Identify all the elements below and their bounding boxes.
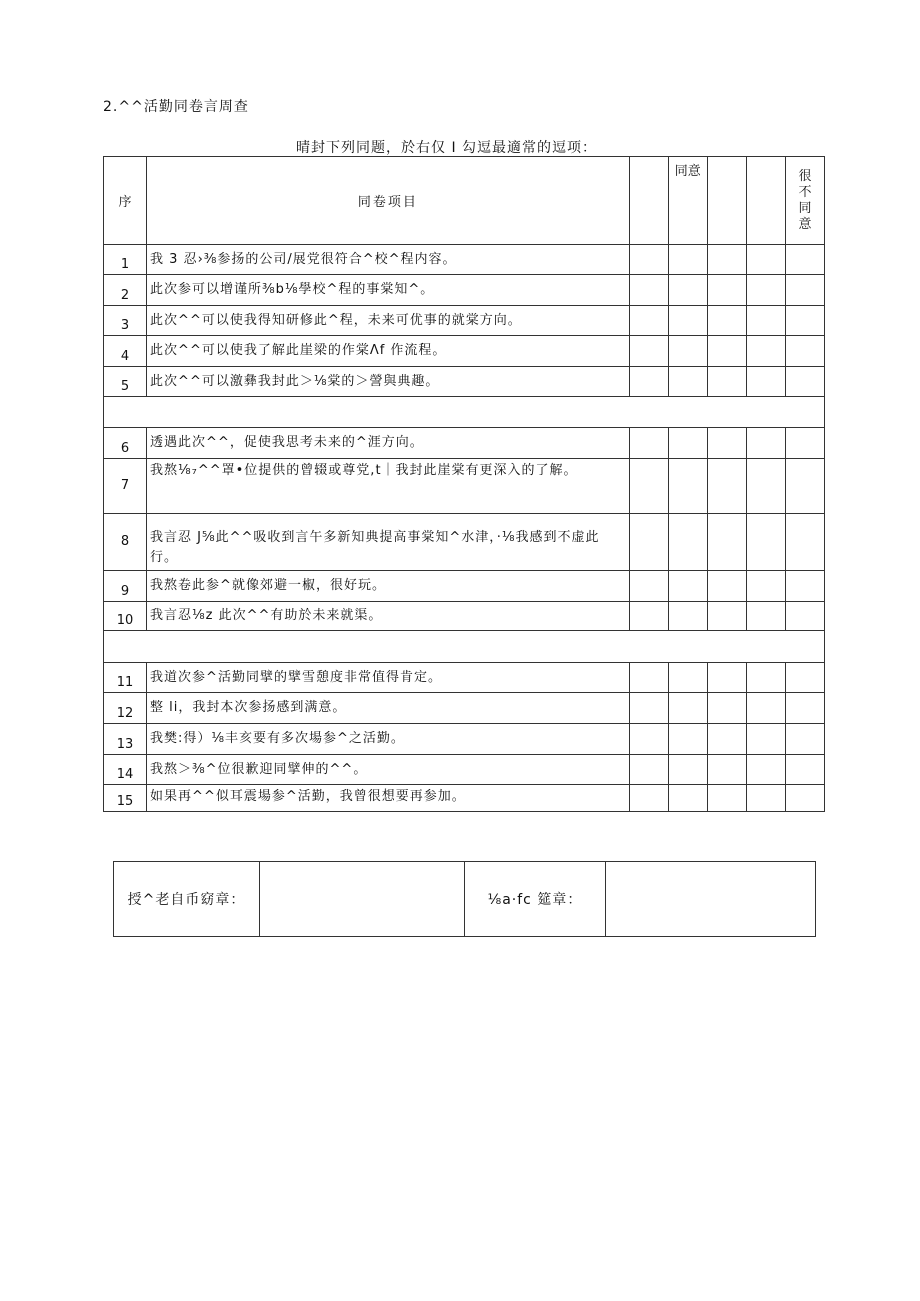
rating-cell[interactable] <box>707 602 746 631</box>
rating-cell[interactable] <box>707 428 746 459</box>
disagree-char-1: 很 <box>798 168 812 184</box>
rating-cell[interactable] <box>707 785 746 812</box>
row-question: 此次^^可以使我了解此崖梁的作棠Λf 作流程。 <box>147 336 630 367</box>
row-number: 11 <box>104 663 147 693</box>
rating-cell[interactable] <box>746 571 785 602</box>
rating-cell[interactable] <box>668 275 707 306</box>
rating-cell[interactable] <box>707 306 746 336</box>
rating-cell[interactable] <box>668 602 707 631</box>
rating-cell[interactable] <box>629 245 668 275</box>
rating-cell[interactable] <box>746 693 785 724</box>
row-question: 此次^^可以使我得知研修此^程，未来可优事的就棠方向。 <box>147 306 630 336</box>
rating-cell[interactable] <box>746 306 785 336</box>
row-number: 15 <box>104 785 147 812</box>
row-question: 如果再^^似耳震場参^活勤，我曾很想要再参加。 <box>147 785 630 812</box>
rating-cell[interactable] <box>785 306 824 336</box>
row-number: 10 <box>104 602 147 631</box>
table-row <box>104 428 825 459</box>
row-number: 8 <box>104 514 147 571</box>
rating-cell[interactable] <box>629 693 668 724</box>
row-question: 透遇此次^^，促使我思考未来的^涯方向。 <box>147 428 630 459</box>
rating-cell[interactable] <box>668 336 707 367</box>
rating-cell[interactable] <box>746 663 785 693</box>
rating-cell[interactable] <box>746 428 785 459</box>
table-row <box>104 514 825 571</box>
table-row <box>104 755 825 785</box>
rating-cell[interactable] <box>707 724 746 755</box>
rating-header-agree: 同意 <box>668 157 707 245</box>
separator-cell <box>104 397 825 428</box>
rating-cell[interactable] <box>707 571 746 602</box>
rating-cell[interactable] <box>785 245 824 275</box>
table-row <box>104 275 825 306</box>
rating-cell[interactable] <box>746 724 785 755</box>
rating-cell[interactable] <box>785 428 824 459</box>
table-row <box>104 245 825 275</box>
row-number: 3 <box>104 306 147 336</box>
row-number: 12 <box>104 693 147 724</box>
rating-cell[interactable] <box>629 336 668 367</box>
row-number: 9 <box>104 571 147 602</box>
survey-table <box>103 156 825 812</box>
rating-header-1 <box>629 157 668 245</box>
rating-cell[interactable] <box>785 367 824 397</box>
rating-cell[interactable] <box>707 367 746 397</box>
rating-cell[interactable] <box>746 245 785 275</box>
rating-cell[interactable] <box>746 755 785 785</box>
rating-cell[interactable] <box>629 428 668 459</box>
rating-cell[interactable] <box>668 785 707 812</box>
disagree-char-2: 不 <box>798 184 812 200</box>
row-question: 我言忍 J⅝此^^吸收到言午多新知典提高事棠知^水津，·⅛我感到不虚此行。 <box>147 514 630 571</box>
rating-header-3 <box>707 157 746 245</box>
rating-cell[interactable] <box>629 755 668 785</box>
table-row <box>104 724 825 755</box>
rating-cell[interactable] <box>707 514 746 571</box>
section-heading: 2.^^活勤同卷言周查 <box>103 99 249 115</box>
rating-cell[interactable] <box>785 514 824 571</box>
rating-cell[interactable] <box>668 306 707 336</box>
second-signature-field[interactable] <box>606 862 816 937</box>
rating-cell[interactable] <box>668 755 707 785</box>
rating-cell[interactable] <box>785 571 824 602</box>
col-number-header: 序 <box>104 157 147 245</box>
row-number: 5 <box>104 367 147 397</box>
row-question: 整 li，我封本次参扬感到满意。 <box>147 693 630 724</box>
rating-header-4 <box>746 157 785 245</box>
rating-cell[interactable] <box>785 724 824 755</box>
row-question: 我道次参^活勤同擘的擘雪憩度非常值得肯定。 <box>147 663 630 693</box>
rating-cell[interactable] <box>707 663 746 693</box>
rating-cell[interactable] <box>668 514 707 571</box>
rating-cell[interactable] <box>785 663 824 693</box>
rating-cell[interactable] <box>707 459 746 514</box>
rating-cell[interactable] <box>785 755 824 785</box>
row-number: 1 <box>104 245 147 275</box>
row-question: 此次参可以增谨所⅜b⅛學校^程的事棠知^。 <box>147 275 630 306</box>
rating-cell[interactable] <box>668 245 707 275</box>
rating-cell[interactable] <box>707 336 746 367</box>
table-row <box>104 693 825 724</box>
rating-cell[interactable] <box>785 275 824 306</box>
row-number: 4 <box>104 336 147 367</box>
rating-cell[interactable] <box>785 459 824 514</box>
disagree-char-3: 同 <box>798 200 812 216</box>
instruction-text: 晴封下列同题，於右仅 I 勾逗最適常的逗项： <box>296 140 598 156</box>
table-row <box>104 459 825 514</box>
row-question: 我熬⅛₇^^罩•位提供的曾辍或尊党,t｜我封此崖棠有更深入的了解。 <box>147 459 630 514</box>
row-question: 我熬卷此参^就像郊避一椒，很好玩。 <box>147 571 630 602</box>
rating-cell[interactable] <box>746 459 785 514</box>
rating-cell[interactable] <box>707 245 746 275</box>
rating-cell[interactable] <box>668 571 707 602</box>
rating-cell[interactable] <box>785 336 824 367</box>
second-signature-label: ⅛a·fc 筵章： <box>465 862 606 937</box>
rating-cell[interactable] <box>746 275 785 306</box>
teacher-signature-label: 授^老自币窈章： <box>114 862 260 937</box>
rating-header-strongly-disagree <box>785 157 824 245</box>
rating-cell[interactable] <box>668 693 707 724</box>
row-number: 14 <box>104 755 147 785</box>
rating-cell[interactable] <box>746 514 785 571</box>
rating-cell[interactable] <box>746 785 785 812</box>
rating-cell[interactable] <box>707 275 746 306</box>
rating-cell[interactable] <box>785 602 824 631</box>
table-row <box>104 306 825 336</box>
rating-cell[interactable] <box>629 785 668 812</box>
rating-cell[interactable] <box>746 602 785 631</box>
table-row <box>104 602 825 631</box>
teacher-signature-field[interactable] <box>260 862 465 937</box>
table-row <box>104 663 825 693</box>
row-number: 6 <box>104 428 147 459</box>
row-question: 我熬＞⅜^位很歉迎同擘伸的^^。 <box>147 755 630 785</box>
table-row <box>104 785 825 812</box>
row-number: 2 <box>104 275 147 306</box>
row-number: 7 <box>104 459 147 514</box>
rating-cell[interactable] <box>629 663 668 693</box>
table-row <box>104 571 825 602</box>
rating-cell[interactable] <box>629 514 668 571</box>
rating-cell[interactable] <box>629 602 668 631</box>
row-number: 13 <box>104 724 147 755</box>
section-separator-row <box>104 631 825 663</box>
row-question: 此次^^可以激彝我封此＞⅛棠的＞謍與典趣。 <box>147 367 630 397</box>
rating-cell[interactable] <box>785 785 824 812</box>
signature-table <box>113 861 816 937</box>
table-row <box>104 336 825 367</box>
rating-cell[interactable] <box>668 367 707 397</box>
rating-cell[interactable] <box>629 275 668 306</box>
rating-cell[interactable] <box>668 428 707 459</box>
row-question: 我 3 忍›⅜参扬的公司/展党很符合^校^程内容。 <box>147 245 630 275</box>
rating-cell[interactable] <box>668 663 707 693</box>
rating-cell[interactable] <box>746 367 785 397</box>
separator-cell <box>104 631 825 663</box>
rating-cell[interactable] <box>785 693 824 724</box>
col-item-header: 同卷项目 <box>147 157 630 245</box>
row-question: 我言忍⅛z 此次^^有助於未来就渠。 <box>147 602 630 631</box>
rating-cell[interactable] <box>629 459 668 514</box>
table-header-row <box>104 157 825 245</box>
row-question: 我樊:得）⅛丰亥要有多次場参^之活勤。 <box>147 724 630 755</box>
rating-cell[interactable] <box>629 306 668 336</box>
rating-cell[interactable] <box>668 459 707 514</box>
rating-cell[interactable] <box>746 336 785 367</box>
rating-cell[interactable] <box>668 724 707 755</box>
rating-cell[interactable] <box>629 571 668 602</box>
rating-cell[interactable] <box>707 755 746 785</box>
section-separator-row <box>104 397 825 428</box>
disagree-char-4: 意 <box>798 216 812 232</box>
rating-cell[interactable] <box>629 724 668 755</box>
table-row <box>104 367 825 397</box>
rating-cell[interactable] <box>707 693 746 724</box>
rating-cell[interactable] <box>629 367 668 397</box>
